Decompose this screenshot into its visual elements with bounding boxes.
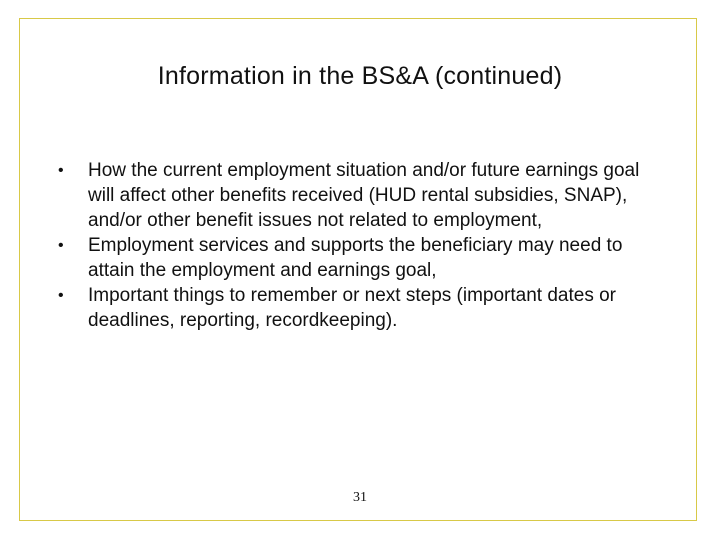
- page-number: 31: [353, 490, 367, 505]
- bullet-icon: •: [58, 237, 64, 254]
- bullet-text: How the current employment situation and/or future earnings goal will affect other benefits received (HUD rental subsidies, SNAP), and/or other benefit issues not related to employment,: [88, 160, 640, 231]
- bullet-item: [56, 158, 646, 233]
- bullet-icon: •: [58, 162, 64, 179]
- bullet-icon: •: [58, 287, 64, 304]
- bullet-text: Important things to remember or next steps (important dates or deadlines, reporting, recordkeeping).: [88, 285, 617, 331]
- bullet-item: [56, 283, 646, 333]
- bullet-item: [56, 233, 646, 283]
- bullet-list: [56, 158, 646, 333]
- bullet-text: Employment services and supports the beneficiary may need to attain the employment and earnings goal,: [88, 235, 623, 281]
- slide-title: Information in the BS&A (continued): [157, 62, 563, 90]
